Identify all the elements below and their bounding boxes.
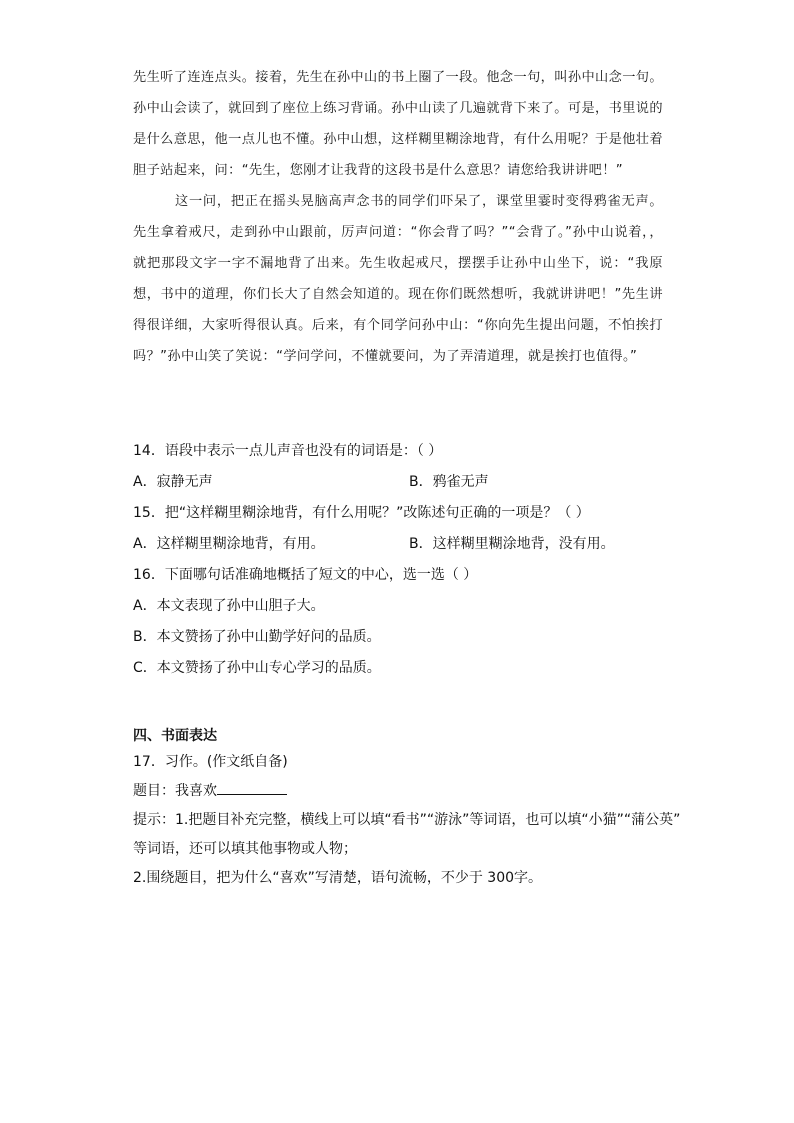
question-14-option-a: A．寂静无声 xyxy=(133,474,213,490)
question-16-option-c: C．本文赞扬了孙中山专心学习的品质。 xyxy=(133,660,381,676)
question-16-option-b: B．本文赞扬了孙中山勤学好问的品质。 xyxy=(133,629,381,645)
writing-topic-label: 题目：我喜欢 xyxy=(133,783,217,799)
topic-blank-line xyxy=(217,777,287,795)
question-15-options xyxy=(133,529,673,560)
question-14-options xyxy=(133,467,673,498)
question-14-option-b: B．鸦雀无声 xyxy=(409,474,489,490)
question-15-stem: 15．把“这样糊里糊涂地背，有什么用呢？”改陈述句正确的一项是？（ ） xyxy=(133,505,590,521)
question-16-option-a: A．本文表现了孙中山胆子大。 xyxy=(133,598,325,614)
writing-hint-line-3: 2.围绕题目，把为什么“喜欢”写清楚，语句流畅，不少于 300字。 xyxy=(133,870,543,886)
passage-paragraph-1: 先生听了连连点头。接着，先生在孙中山的书上圈了一段。他念一句，叫孙中山念一句。孙中山会读了，就回到了座位上练习背诵。孙中山读了几遍就背下来了。可是，书里说的是什么意思，他一点儿也不懂。孙中山想，这样糊里糊涂地背，有什么用呢？于是他壮着胆子站起来，问：“先生，您刚才让我背的这段书是什么意思？请您给我讲讲吧！” xyxy=(133,70,663,178)
passage-paragraph-2: 这一问，把正在摇头晃脑高声念书的同学们吓呆了，课堂里霎时变得鸦雀无声。先生拿着戒尺，走到孙中山跟前，厉声问道：“你会背了吗？”“会背了。”孙中山说着，，就把那段文字一字不漏地背了出来。先生收起戒尺，摆摆手让孙中山坐下，说：“我原想，书中的道理，你们长大了自然会知道的。现在你们既然想听，我就讲讲吧！”先生讲得很详细，大家听得很认真。后来，有个同学问孙中山：“你向先生提出问题，不怕挨打吗？”孙中山笑了笑说：“学问学问，不懂就要问，为了弄清道理，就是挨打也值得。” xyxy=(133,194,663,364)
question-15-option-b: B．这样糊里糊涂地背，没有用。 xyxy=(409,536,615,552)
reading-passage xyxy=(133,62,663,372)
question-list xyxy=(133,436,673,684)
question-17-stem: 17．习作。(作文纸自备) xyxy=(133,754,288,770)
question-15-option-a: A．这样糊里糊涂地背，有用。 xyxy=(133,536,325,552)
question-14-stem: 14．语段中表示一点儿声音也没有的词语是：（ ） xyxy=(133,443,443,459)
section-4-title: 四、书面表达 xyxy=(133,728,217,744)
question-16-stem: 16．下面哪句话准确地概括了短文的中心，选一选（ ） xyxy=(133,567,478,583)
writing-hint-line-2: 等词语，还可以填其他事物或人物； xyxy=(133,841,357,857)
writing-topic xyxy=(133,777,678,806)
writing-task xyxy=(133,748,681,893)
writing-hint-line-1: 提示：1.把题目补充完整，横线上可以填“看书”“游泳”等词语，也可以填“小猫”“蒲公英” xyxy=(133,812,681,828)
